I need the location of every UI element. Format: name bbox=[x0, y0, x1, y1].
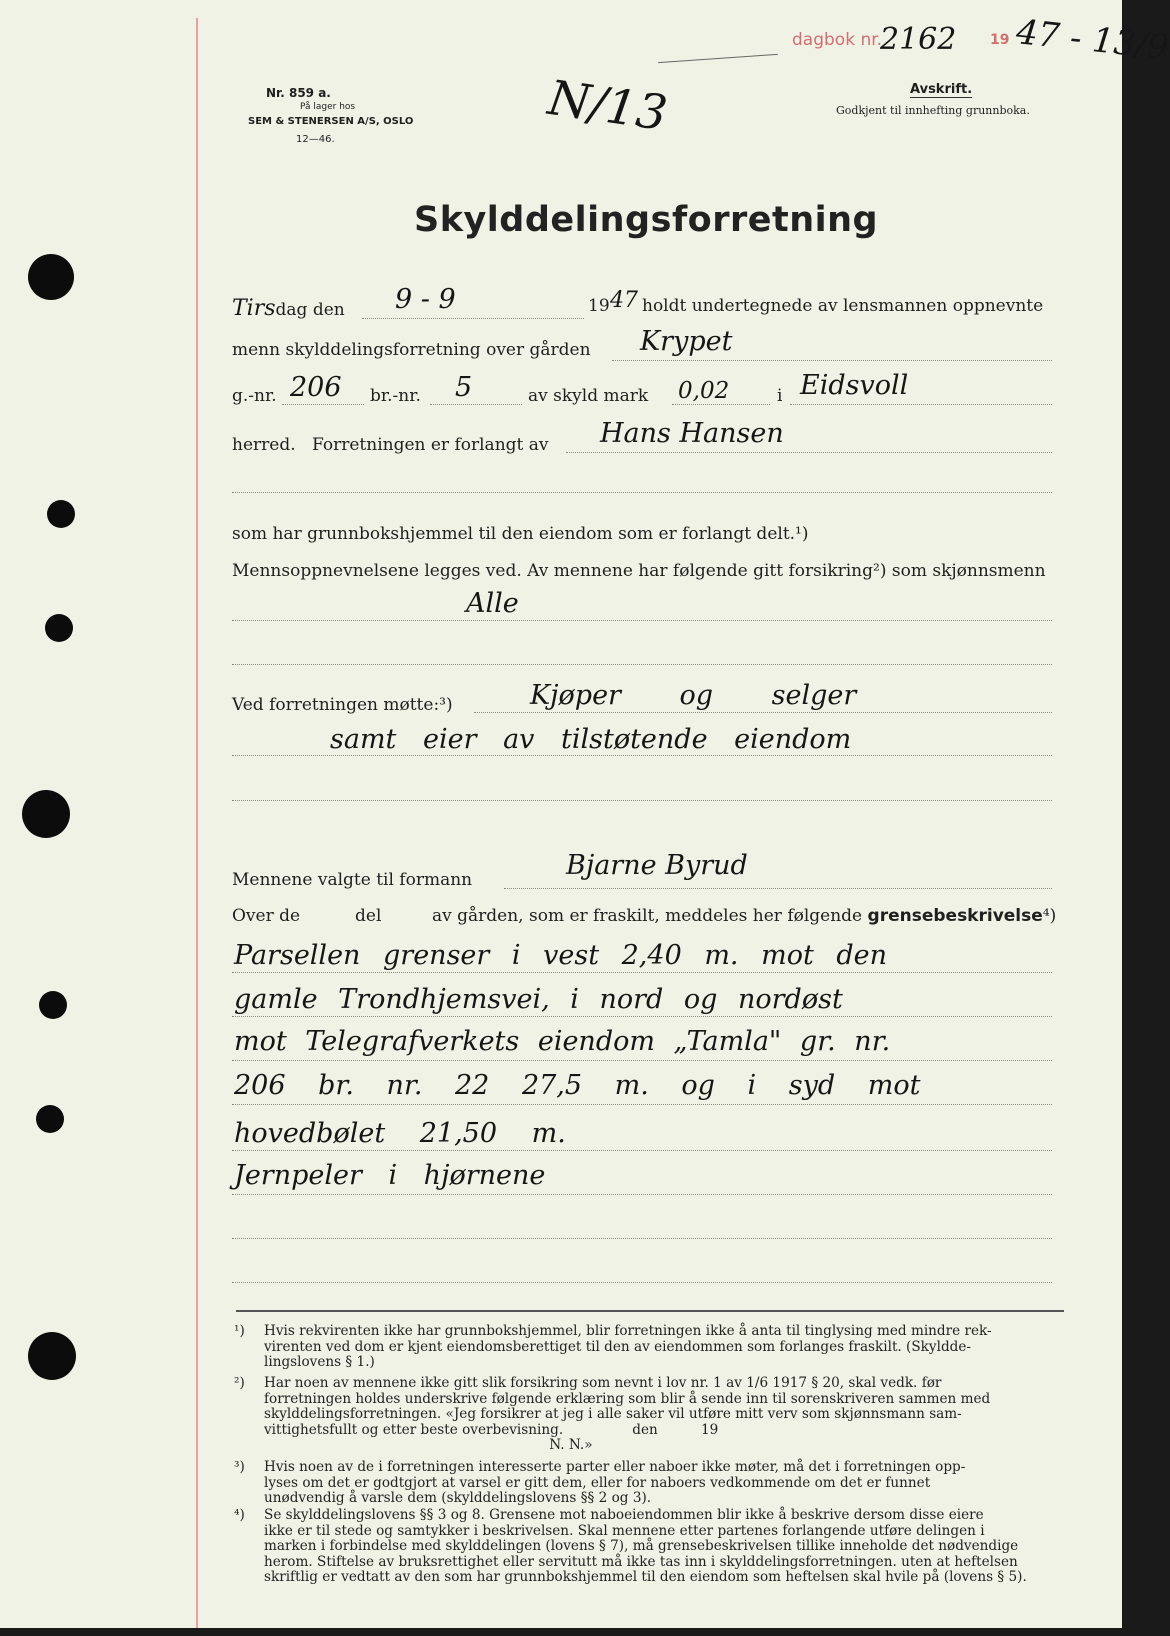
footnote-line: Hvis rekvirenten ikke har grunnbokshjemmel, blir forretningen ikke å anta til tinglysing med mindre rek- bbox=[264, 1323, 992, 1339]
footnote-line: unødvendig å varsle dem (skylddelingslovens §§ 2 og 3). bbox=[264, 1490, 652, 1506]
skyld-rule bbox=[672, 404, 770, 405]
footnote-line: virenten ved dom er kjent eiendomsberettiget til den av eiendommen som forlanges fraskilt. (Skyldde- bbox=[264, 1338, 971, 1355]
skyld-label: av skyld mark bbox=[528, 386, 649, 406]
godkjent-text: Godkjent til innhefting grunnboka. bbox=[836, 104, 1030, 117]
footnote bbox=[234, 1508, 1064, 1586]
line1-suffix: holdt undertegnede av lensmannen oppnevnte bbox=[642, 296, 1044, 316]
footnote-line: N. N.» bbox=[264, 1437, 593, 1453]
footnote-line: vittighetsfullt og etter beste overbevisning. den 19 bbox=[264, 1421, 719, 1438]
motte-rule bbox=[474, 712, 1052, 713]
desc-rule bbox=[232, 1282, 1052, 1283]
footnote-line: lingslovens § 1.) bbox=[264, 1354, 375, 1370]
herred-name: Eidsvoll bbox=[800, 370, 909, 401]
grense-sup: ⁴) bbox=[1042, 906, 1057, 926]
desc-rule bbox=[232, 1150, 1052, 1151]
footnote-line: skylddelingsforretningen. «Jeg forsikrer at jeg i alle saker vil utføre mitt verv som skjønnsmann sam- bbox=[264, 1406, 962, 1422]
footnote-line: ikke er til stede og samtykker i beskrivelsen. Skal mennene etter partenes forlangende utføre delingen i bbox=[264, 1522, 985, 1539]
gnr-label: g.-nr. bbox=[232, 386, 277, 406]
farm-rule bbox=[612, 360, 1052, 361]
publisher-line1: På lager hos bbox=[300, 102, 356, 112]
form-date: 12—46. bbox=[296, 134, 335, 145]
footnote bbox=[234, 1460, 1064, 1507]
description-line: Parsellen grenser i vest 2,40 m. mot den bbox=[234, 940, 888, 971]
grense-text bbox=[432, 906, 1056, 926]
punch-hole bbox=[39, 991, 67, 1019]
description-line: hovedbølet 21,50 m. bbox=[234, 1118, 566, 1149]
skyld-value: 0,02 bbox=[678, 378, 730, 404]
punch-hole bbox=[47, 500, 75, 528]
footnote-line: Har noen av mennene ikke gitt slik forsikring som nevnt i lov nr. 1 av 1/6 1917 § 20, skal vedk. før bbox=[264, 1375, 942, 1391]
i-label: i bbox=[777, 386, 783, 406]
stamp-year: 19 bbox=[990, 32, 1010, 48]
footnote-number: ⁴) bbox=[234, 1507, 245, 1523]
forlangt-label: Forretningen er forlangt av bbox=[312, 435, 549, 455]
desc-rule bbox=[232, 1238, 1052, 1239]
line2-prefix: menn skylddelingsforretning over gården bbox=[232, 340, 591, 360]
desc-rule bbox=[232, 1104, 1052, 1105]
formann-rule bbox=[504, 888, 1052, 889]
margin-line bbox=[196, 18, 198, 1628]
motte-label: Ved forretningen møtte:³) bbox=[232, 695, 453, 715]
footnote-line: skriftlig er vedtatt av den som har grunnbokshjemmel til den eiendom som heftelsen skal hvile på (lovens § 5). bbox=[264, 1569, 1027, 1585]
blank-rule bbox=[232, 800, 1052, 801]
del-label: del bbox=[355, 906, 382, 926]
motte-line1: Kjøper og selger bbox=[530, 680, 857, 711]
herred-rule bbox=[790, 404, 1052, 405]
blank-rule bbox=[232, 664, 1052, 665]
bnr-value: 5 bbox=[455, 372, 473, 403]
description-line: 206 br. nr. 22 27,5 m. og i syd mot bbox=[234, 1070, 921, 1101]
blank-rule bbox=[232, 492, 1052, 493]
footnote bbox=[234, 1324, 1064, 1371]
gnr-rule bbox=[282, 404, 364, 405]
footnote-line: lyses om det er godtgjort at varsel er gitt dem, eller for naboers vedkommende om det er funnet bbox=[264, 1474, 931, 1491]
punch-hole bbox=[36, 1105, 64, 1133]
footnote-line: marken i forbindelse med skylddelingen (lovens § 7), må grensebeskrivelsen tillike inneholde det nødvendige bbox=[264, 1538, 1019, 1554]
avskrift-label: Avskrift. bbox=[910, 82, 973, 97]
dagbok-year-date: 47 - 13/9 bbox=[1014, 12, 1170, 68]
grunnbok-text: som har grunnbokshjemmel til den eiendom som er forlangt delt.¹) bbox=[232, 524, 809, 544]
meeting-date: 9 - 9 bbox=[395, 284, 456, 315]
stamp-underline bbox=[658, 54, 778, 63]
desc-rule bbox=[232, 972, 1052, 973]
day-label: Tirsdag den bbox=[232, 296, 345, 321]
meeting-year: 47 bbox=[610, 288, 638, 313]
description-line: Jernpeler i hjørnene bbox=[234, 1160, 546, 1191]
year-prefix: 19 bbox=[588, 296, 610, 316]
footnote bbox=[234, 1376, 1064, 1454]
description-line: mot Telegrafverkets eiendom „Tamla" gr. nr. bbox=[234, 1026, 891, 1057]
desc-rule bbox=[232, 1016, 1052, 1017]
grense-text-main: av gården, som er fraskilt, meddeles her følgende bbox=[432, 906, 863, 926]
form-number: Nr. 859 a. bbox=[266, 86, 331, 100]
motte-line2: samt eier av tilstøtende eiendom bbox=[330, 724, 852, 755]
requester-name: Hans Hansen bbox=[600, 418, 784, 449]
formann-name: Bjarne Byrud bbox=[566, 850, 748, 881]
footnote-number: ¹) bbox=[234, 1323, 245, 1339]
footnote-line: Se skylddelingslovens §§ 3 og 8. Grensene mot naboeiendommen blir ikke å beskrive dersom disse eiere bbox=[264, 1507, 984, 1523]
formann-label: Mennene valgte til formann bbox=[232, 870, 473, 890]
forsikring-answer: Alle bbox=[466, 588, 519, 619]
punch-hole bbox=[22, 790, 70, 838]
herred-label: herred. bbox=[232, 435, 296, 455]
footnote-line: herom. Stiftelse av bruksrettighet eller servitutt må ikke tas inn i skylddelingsforretningen. uten at heftelsen bbox=[264, 1553, 1018, 1570]
margin-mark: N/13 bbox=[544, 69, 671, 143]
requester-rule bbox=[566, 452, 1052, 453]
punch-hole bbox=[45, 614, 73, 642]
farm-name: Krypet bbox=[640, 326, 733, 357]
page-title: Skylddelingsforretning bbox=[414, 200, 879, 240]
bnr-label: br.-nr. bbox=[370, 386, 421, 406]
forsikring-rule bbox=[232, 620, 1052, 621]
date-rule bbox=[362, 318, 584, 319]
over-de-label: Over de bbox=[232, 906, 301, 926]
grense-bold: grensebeskrivelse bbox=[867, 906, 1043, 926]
footnote-line: Hvis noen av de i forretningen interesserte parter eller naboer ikke møter, må det i forretningen opp- bbox=[264, 1459, 966, 1475]
footnote-number: ³) bbox=[234, 1459, 245, 1475]
footnote-line: forretningen holdes underskrive følgende erklæring som blir å sende inn til sorenskriveren sammen med bbox=[264, 1390, 991, 1407]
motte-rule bbox=[232, 755, 1052, 756]
punch-hole bbox=[28, 254, 74, 300]
desc-rule bbox=[232, 1060, 1052, 1061]
bnr-rule bbox=[430, 404, 522, 405]
publisher-line2: SEM & STENERSEN A/S, OSLO bbox=[248, 116, 414, 127]
stamp-text: dagbok nr. bbox=[792, 30, 883, 50]
description-line: gamle Trondhjemsvei, i nord og nordøst bbox=[234, 984, 843, 1015]
footnote-separator bbox=[236, 1310, 1064, 1312]
mennsoppnevnelse-text: Mennsoppnevnelsene legges ved. Av mennene har følgende gitt forsikring²) som skjønnsmenn bbox=[232, 561, 1046, 581]
footnote-number: ²) bbox=[234, 1375, 245, 1391]
desc-rule bbox=[232, 1194, 1052, 1195]
punch-hole bbox=[28, 1332, 76, 1380]
gnr-value: 206 bbox=[290, 372, 342, 403]
dagbok-number: 2162 bbox=[880, 22, 957, 57]
